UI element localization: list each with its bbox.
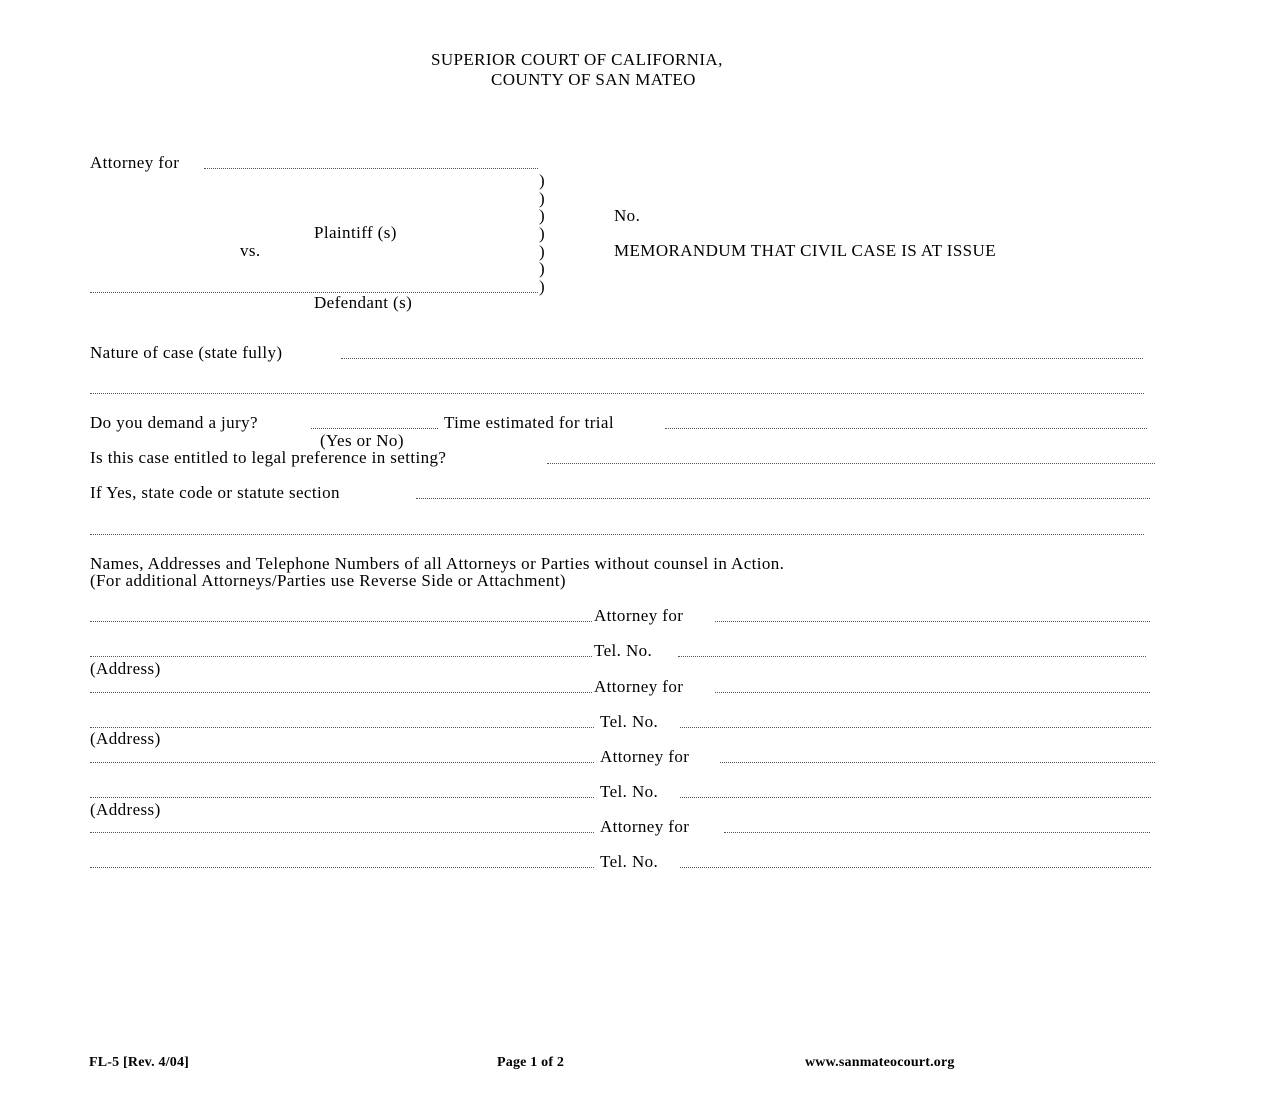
tel-no-label-2: Tel. No. [600, 712, 659, 731]
case-number-label: No. [614, 206, 641, 225]
tel-no-field-1[interactable] [678, 656, 1146, 657]
attorney-name-field-1[interactable] [90, 621, 592, 622]
tel-no-label-1: Tel. No. [594, 641, 653, 660]
address-label-3: (Address) [90, 800, 161, 819]
attorney-for-field-3[interactable] [720, 762, 1155, 763]
nature-of-case-field-2[interactable] [90, 393, 1144, 394]
tel-no-field-3[interactable] [680, 797, 1151, 798]
tel-no-field-2[interactable] [680, 727, 1151, 728]
yes-or-no-hint: (Yes or No) [320, 431, 404, 450]
attorneys-subheading: (For additional Attorneys/Parties use Reverse Side or Attachment) [90, 571, 566, 590]
court-website[interactable]: www.sanmateocourt.org [805, 1055, 955, 1070]
statute-section-field-2[interactable] [90, 534, 1144, 535]
jury-field[interactable] [311, 428, 438, 429]
address-label-1: (Address) [90, 659, 161, 678]
attorneys-heading: Names, Addresses and Telephone Numbers of all Attorneys or Parties without counsel in Action. [90, 554, 785, 573]
attorney-for-label-4: Attorney for [600, 817, 690, 836]
legal-preference-field[interactable] [547, 463, 1155, 464]
attorney-address-field-4[interactable] [90, 867, 594, 868]
attorney-for-field-2[interactable] [715, 692, 1150, 693]
document-title: MEMORANDUM THAT CIVIL CASE IS AT ISSUE [614, 241, 997, 260]
defendant-label: Defendant (s) [314, 293, 413, 312]
attorney-for-label: Attorney for [90, 153, 180, 172]
attorney-address-field-3[interactable] [90, 797, 594, 798]
attorney-name-field-3[interactable] [90, 762, 594, 763]
statute-section-label: If Yes, state code or statute section [90, 483, 340, 502]
county-name: COUNTY OF SAN MATEO [491, 70, 696, 89]
statute-section-field[interactable] [416, 498, 1150, 499]
attorney-for-label-3: Attorney for [600, 747, 690, 766]
nature-of-case-label: Nature of case (state fully) [90, 343, 283, 362]
attorney-name-field-2[interactable] [90, 692, 592, 693]
vs-label: vs. [240, 241, 261, 260]
attorney-name-field-4[interactable] [90, 832, 594, 833]
jury-label: Do you demand a jury? [90, 413, 258, 432]
attorney-for-label-1: Attorney for [594, 606, 684, 625]
time-estimated-field[interactable] [665, 428, 1147, 429]
form-id: FL-5 [Rev. 4/04] [89, 1055, 190, 1070]
plaintiff-label: Plaintiff (s) [314, 223, 397, 242]
legal-preference-label: Is this case entitled to legal preference in setting? [90, 448, 447, 467]
attorney-for-field-1[interactable] [715, 621, 1150, 622]
court-name: SUPERIOR COURT OF CALIFORNIA, [431, 50, 723, 69]
nature-of-case-field[interactable] [341, 358, 1143, 359]
address-label-2: (Address) [90, 729, 161, 748]
attorney-for-label-2: Attorney for [594, 677, 684, 696]
attorney-for-field-4[interactable] [724, 832, 1150, 833]
tel-no-label-3: Tel. No. [600, 782, 659, 801]
page-number: Page 1 of 2 [497, 1055, 565, 1070]
tel-no-label-4: Tel. No. [600, 852, 659, 871]
attorney-address-field-1[interactable] [90, 656, 592, 657]
attorney-for-field[interactable] [204, 168, 538, 169]
time-estimated-label: Time estimated for trial [444, 413, 614, 432]
tel-no-field-4[interactable] [680, 867, 1151, 868]
attorney-address-field-2[interactable] [90, 727, 594, 728]
